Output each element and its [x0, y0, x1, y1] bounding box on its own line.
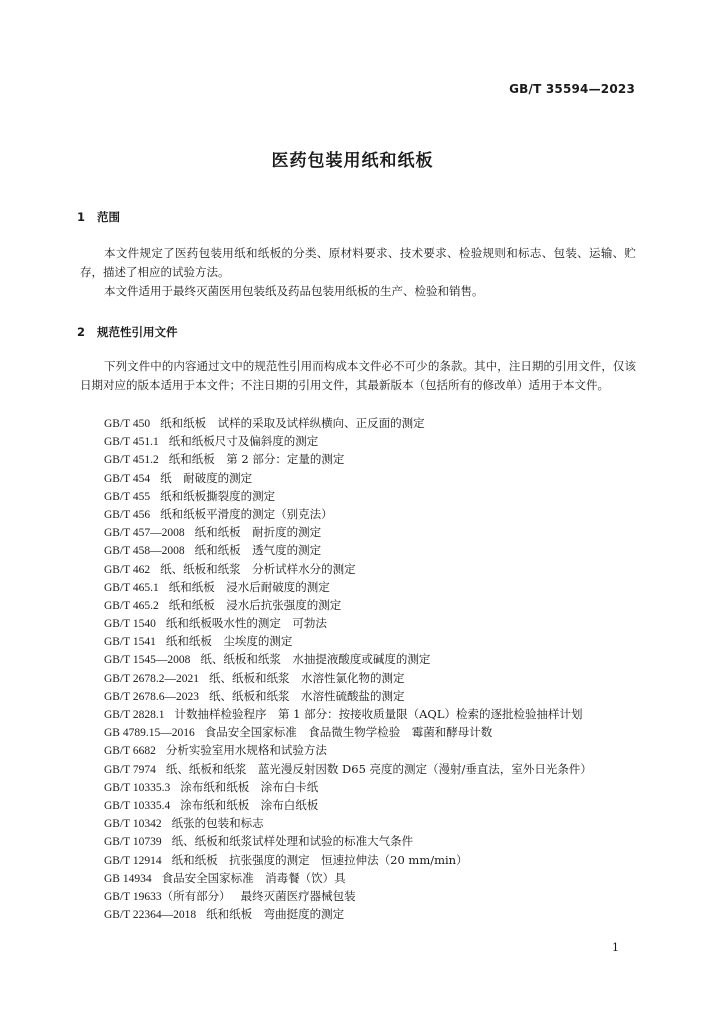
section-2-title: 规范性引用文件: [97, 325, 178, 339]
section-2-heading: [77, 324, 178, 340]
reference-item: [104, 523, 644, 541]
reference-title: 最终灭菌医疗器械包装: [240, 888, 356, 903]
reference-item: [104, 796, 644, 814]
reference-code: GB 4789.15—2016: [104, 727, 195, 740]
reference-title: 计数抽样检验程序 第 1 部分：按接收质量限（AQL）检索的逐批检验抽样计划: [174, 707, 583, 721]
reference-title: 纸和纸板吸水性的测定 可勃法: [165, 616, 327, 631]
reference-title: 纸和纸板撕裂度的测定: [160, 488, 276, 503]
reference-title: 纸和纸板尺寸及偏斜度的测定: [168, 434, 319, 449]
reference-title: 纸和纸板 抗张强度的测定 恒速拉伸法（20 mm/min）: [171, 852, 468, 867]
reference-title: 涂布纸和纸板 涂布白纸板: [180, 797, 319, 812]
reference-code: GB/T 1541: [104, 636, 156, 649]
reference-code: GB/T 12914: [104, 854, 162, 867]
reference-code: GB/T 10335.3: [104, 781, 171, 794]
reference-code: GB/T 465.2: [104, 599, 159, 612]
reference-item: [104, 814, 644, 832]
section-2-number: 2: [77, 325, 86, 339]
reference-code: GB/T 454: [104, 472, 151, 485]
reference-title: 纸、纸板和纸浆 水溶性硫酸盐的测定: [209, 688, 405, 703]
reference-code: GB/T 451.1: [104, 436, 159, 449]
reference-code: GB/T 465.1: [104, 581, 159, 594]
document-title: 医药包装用纸和纸板: [271, 151, 434, 171]
reference-code: GB/T 6682: [104, 745, 156, 758]
reference-code: GB/T 2678.6—2023: [104, 690, 199, 703]
reference-item: [104, 760, 644, 778]
reference-code: GB/T 10739: [104, 836, 162, 849]
reference-item: [104, 560, 644, 578]
reference-title: 涂布纸和纸板 涂布白卡纸: [180, 779, 319, 794]
reference-title: 纸、纸板和纸浆 分析试样水分的测定: [160, 561, 356, 576]
reference-item: [104, 778, 644, 796]
reference-item: [104, 469, 644, 487]
reference-title: 食品安全国家标准 消毒餐（饮）具: [161, 870, 346, 885]
reference-item: [104, 432, 644, 450]
reference-item: [104, 487, 644, 505]
reference-title: 食品安全国家标准 食品微生物学检验 霉菌和酵母计数: [204, 725, 493, 740]
reference-title: 纸和纸板 浸水后抗张强度的测定: [168, 597, 342, 612]
reference-title: 纸和纸板平滑度的测定（别克法）: [160, 506, 333, 521]
standard-number: GB/T 35594—2023: [509, 82, 635, 96]
scope-paragraph-2: 本文件适用于最终灭菌医用包装纸及药品包装用纸板的生产、检验和销售。: [104, 284, 484, 298]
reference-title: 纸、纸板和纸浆 水溶性氯化物的测定: [209, 670, 405, 685]
reference-title: 分析实验室用水规格和试验方法: [165, 743, 327, 758]
reference-item: [104, 650, 644, 668]
reference-code: GB/T 22364—2018: [104, 909, 197, 922]
reference-title: 纸和纸板 浸水后耐破度的测定: [168, 579, 330, 594]
reference-title: 纸和纸板 耐折度的测定: [194, 525, 322, 540]
reference-item: [104, 687, 644, 705]
reference-code: GB/T 455: [104, 490, 151, 503]
section-1-heading: [77, 209, 120, 225]
reference-item: [104, 632, 644, 650]
reference-code: GB/T 7974: [104, 763, 156, 776]
reference-code: GB 14934: [104, 872, 152, 885]
reference-item: [104, 450, 644, 468]
reference-code: GB/T 19633（所有部分）: [104, 890, 231, 903]
reference-title: 纸张的包装和标志: [171, 816, 264, 831]
reference-code: GB/T 457—2008: [104, 527, 185, 540]
section-1-title: 范围: [97, 210, 120, 224]
reference-list: [104, 414, 644, 923]
reference-title: 纸和纸板 透气度的测定: [194, 543, 322, 558]
reference-title: 纸、纸板和纸浆试样处理和试验的标准大气条件: [171, 834, 414, 849]
references-intro-paragraph: 下列文件中的内容通过文中的规范性引用而构成本文件必不可少的条款。其中，注日期的引用文件，仅该日期对应的版本适用于本文件；不注日期的引用文件，其最新版本（包括所有的修改单）适用于本文件。: [80, 359, 636, 392]
reference-code: GB/T 456: [104, 508, 151, 521]
reference-code: GB/T 451.2: [104, 454, 159, 467]
reference-item: [104, 705, 644, 723]
scope-paragraph-1: 本文件规定了医药包装用纸和纸板的分类、原材料要求、技术要求、检验规则和标志、包装、运输、贮存，描述了相应的试验方法。: [80, 246, 636, 279]
reference-code: GB/T 10342: [104, 818, 162, 831]
reference-item: [104, 887, 644, 905]
reference-item: [104, 832, 644, 850]
reference-title: 纸和纸板 试样的采取及试样纵横向、正反面的测定: [160, 416, 425, 430]
reference-code: GB/T 462: [104, 563, 151, 576]
page-number: 1: [612, 941, 619, 954]
reference-item: [104, 741, 644, 759]
reference-item: [104, 505, 644, 523]
reference-code: GB/T 10335.4: [104, 799, 171, 812]
reference-title: 纸、纸板和纸浆 蓝光漫反射因数 D65 亮度的测定（漫射/垂直法，室外日光条件）: [165, 761, 592, 776]
reference-code: GB/T 1540: [104, 618, 156, 631]
reference-title: 纸和纸板 弯曲挺度的测定: [206, 907, 345, 922]
reference-item: [104, 614, 644, 632]
reference-item: [104, 541, 644, 559]
reference-code: GB/T 458—2008: [104, 545, 185, 558]
reference-code: GB/T 2678.2—2021: [104, 672, 199, 685]
reference-item: [104, 414, 644, 432]
reference-title: 纸和纸板 尘埃度的测定: [165, 634, 293, 649]
reference-item: [104, 905, 644, 923]
reference-item: [104, 669, 644, 687]
reference-item: [104, 596, 644, 614]
reference-title: 纸 耐破度的测定: [160, 470, 253, 485]
reference-title: 纸、纸板和纸浆 水抽提液酸度或碱度的测定: [200, 652, 431, 667]
section-1-number: 1: [77, 210, 86, 224]
reference-item: [104, 723, 644, 741]
reference-item: [104, 578, 644, 596]
reference-code: GB/T 1545—2008: [104, 654, 191, 667]
reference-item: [104, 851, 644, 869]
reference-item: [104, 869, 644, 887]
reference-title: 纸和纸板 第 2 部分：定量的测定: [168, 452, 345, 467]
reference-code: GB/T 450: [104, 418, 151, 430]
reference-code: GB/T 2828.1: [104, 709, 165, 721]
